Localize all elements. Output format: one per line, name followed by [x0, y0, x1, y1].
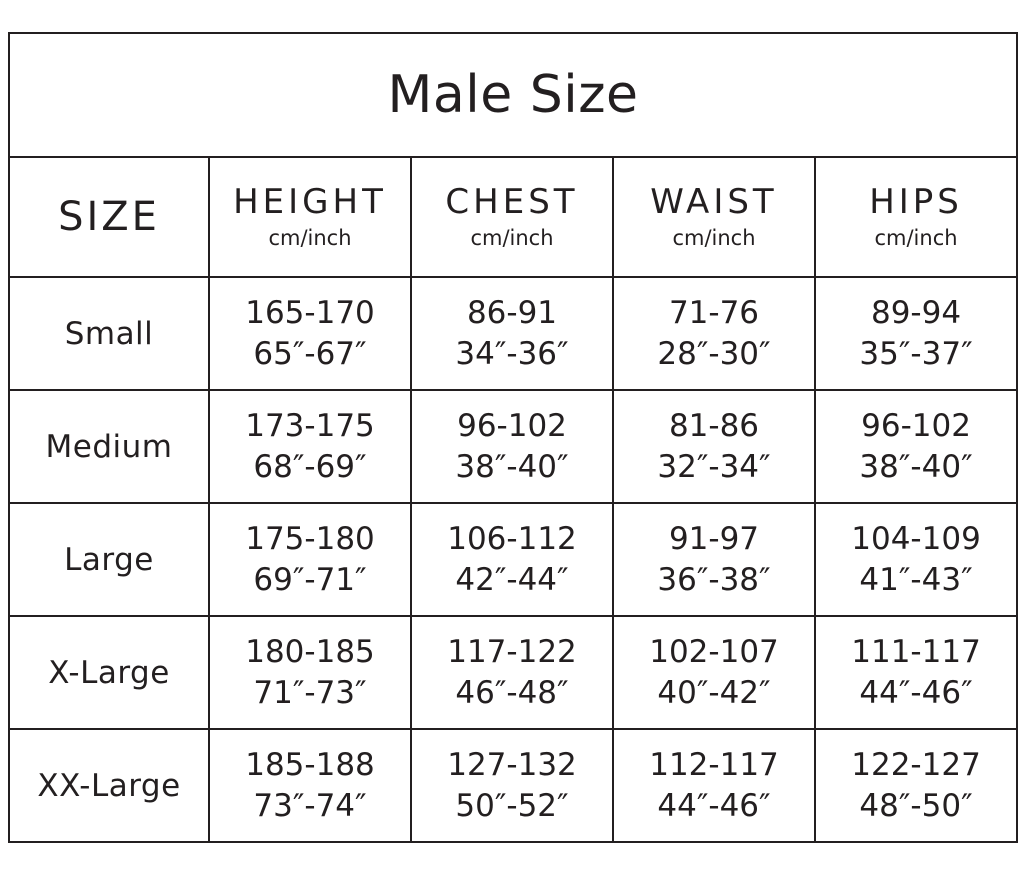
page-title: Male Size	[9, 33, 1017, 157]
cell-value-cm: 104-109	[851, 520, 981, 557]
cell-value-inch: 40″-42″	[657, 674, 771, 711]
cell-xx-large-chest	[411, 729, 613, 842]
table-row	[9, 277, 1017, 390]
cell-value-cm: 91-97	[668, 520, 760, 557]
cell-value-cm: 96-102	[457, 407, 567, 444]
cell-value-inch: 73″-74″	[253, 787, 367, 824]
male-size-table	[8, 32, 1018, 843]
cell-value-cm: 71-76	[668, 294, 760, 331]
size-chart-container	[8, 32, 1016, 843]
cell-x-large-chest	[411, 616, 613, 729]
cell-xx-large-height	[209, 729, 411, 842]
cell-xx-large-waist	[613, 729, 815, 842]
column-header-chest-label: CHEST	[445, 181, 579, 222]
cell-value-inch: 34″-36″	[455, 335, 569, 372]
row-label-small: Small	[9, 277, 209, 390]
column-header-hips-label: HIPS	[869, 181, 963, 222]
cell-value-inch: 36″-38″	[657, 561, 771, 598]
cell-value-inch: 42″-44″	[455, 561, 569, 598]
cell-value-inch: 28″-30″	[657, 335, 771, 372]
row-label-large: Large	[9, 503, 209, 616]
table-row	[9, 390, 1017, 503]
column-header-chest	[411, 157, 613, 277]
cell-value-cm: 185-188	[245, 746, 375, 783]
cell-value-inch: 68″-69″	[253, 448, 367, 485]
cell-value-cm: 175-180	[245, 520, 375, 557]
column-header-waist-label: WAIST	[650, 181, 778, 222]
table-row	[9, 616, 1017, 729]
column-header-size	[9, 157, 209, 277]
cell-value-cm: 165-170	[245, 294, 375, 331]
cell-value-cm: 122-127	[851, 746, 981, 783]
cell-small-hips	[815, 277, 1017, 390]
cell-value-cm: 112-117	[649, 746, 779, 783]
cell-value-cm: 173-175	[245, 407, 375, 444]
column-header-height-label: HEIGHT	[233, 181, 387, 222]
cell-x-large-height	[209, 616, 411, 729]
cell-x-large-waist	[613, 616, 815, 729]
cell-value-cm: 86-91	[466, 294, 558, 331]
cell-value-cm: 127-132	[447, 746, 577, 783]
column-header-hips	[815, 157, 1017, 277]
cell-value-inch: 44″-46″	[657, 787, 771, 824]
cell-value-inch: 69″-71″	[253, 561, 367, 598]
column-header-waist	[613, 157, 815, 277]
cell-small-waist	[613, 277, 815, 390]
cell-medium-waist	[613, 390, 815, 503]
row-label-medium: Medium	[9, 390, 209, 503]
cell-value-inch: 46″-48″	[455, 674, 569, 711]
cell-value-cm: 106-112	[447, 520, 577, 557]
cell-value-inch: 44″-46″	[859, 674, 973, 711]
cell-value-cm: 102-107	[649, 633, 779, 670]
cell-value-inch: 50″-52″	[455, 787, 569, 824]
cell-medium-hips	[815, 390, 1017, 503]
row-label-xx-large: XX-Large	[9, 729, 209, 842]
row-label-x-large: X-Large	[9, 616, 209, 729]
cell-value-cm: 117-122	[447, 633, 577, 670]
cell-value-inch: 38″-40″	[859, 448, 973, 485]
cell-medium-chest	[411, 390, 613, 503]
column-header-chest-unit: cm/inch	[470, 225, 554, 250]
cell-value-inch: 65″-67″	[253, 335, 367, 372]
cell-value-inch: 48″-50″	[859, 787, 973, 824]
cell-value-inch: 38″-40″	[455, 448, 569, 485]
cell-value-inch: 41″-43″	[859, 561, 973, 598]
cell-value-inch: 32″-34″	[657, 448, 771, 485]
cell-value-inch: 71″-73″	[253, 674, 367, 711]
cell-large-height	[209, 503, 411, 616]
column-header-hips-unit: cm/inch	[874, 225, 958, 250]
cell-value-cm: 89-94	[870, 294, 962, 331]
column-header-height	[209, 157, 411, 277]
table-header-row	[9, 157, 1017, 277]
cell-xx-large-hips	[815, 729, 1017, 842]
cell-value-cm: 81-86	[668, 407, 760, 444]
cell-small-height	[209, 277, 411, 390]
cell-large-hips	[815, 503, 1017, 616]
cell-medium-height	[209, 390, 411, 503]
table-title-row	[9, 33, 1017, 157]
cell-value-cm: 180-185	[245, 633, 375, 670]
cell-value-cm: 96-102	[861, 407, 971, 444]
table-row	[9, 729, 1017, 842]
cell-large-waist	[613, 503, 815, 616]
cell-x-large-hips	[815, 616, 1017, 729]
column-header-height-unit: cm/inch	[268, 225, 352, 250]
table-row	[9, 503, 1017, 616]
cell-small-chest	[411, 277, 613, 390]
cell-large-chest	[411, 503, 613, 616]
cell-value-cm: 111-117	[851, 633, 981, 670]
column-header-waist-unit: cm/inch	[672, 225, 756, 250]
cell-value-inch: 35″-37″	[859, 335, 973, 372]
column-header-size-label: SIZE	[58, 194, 160, 240]
